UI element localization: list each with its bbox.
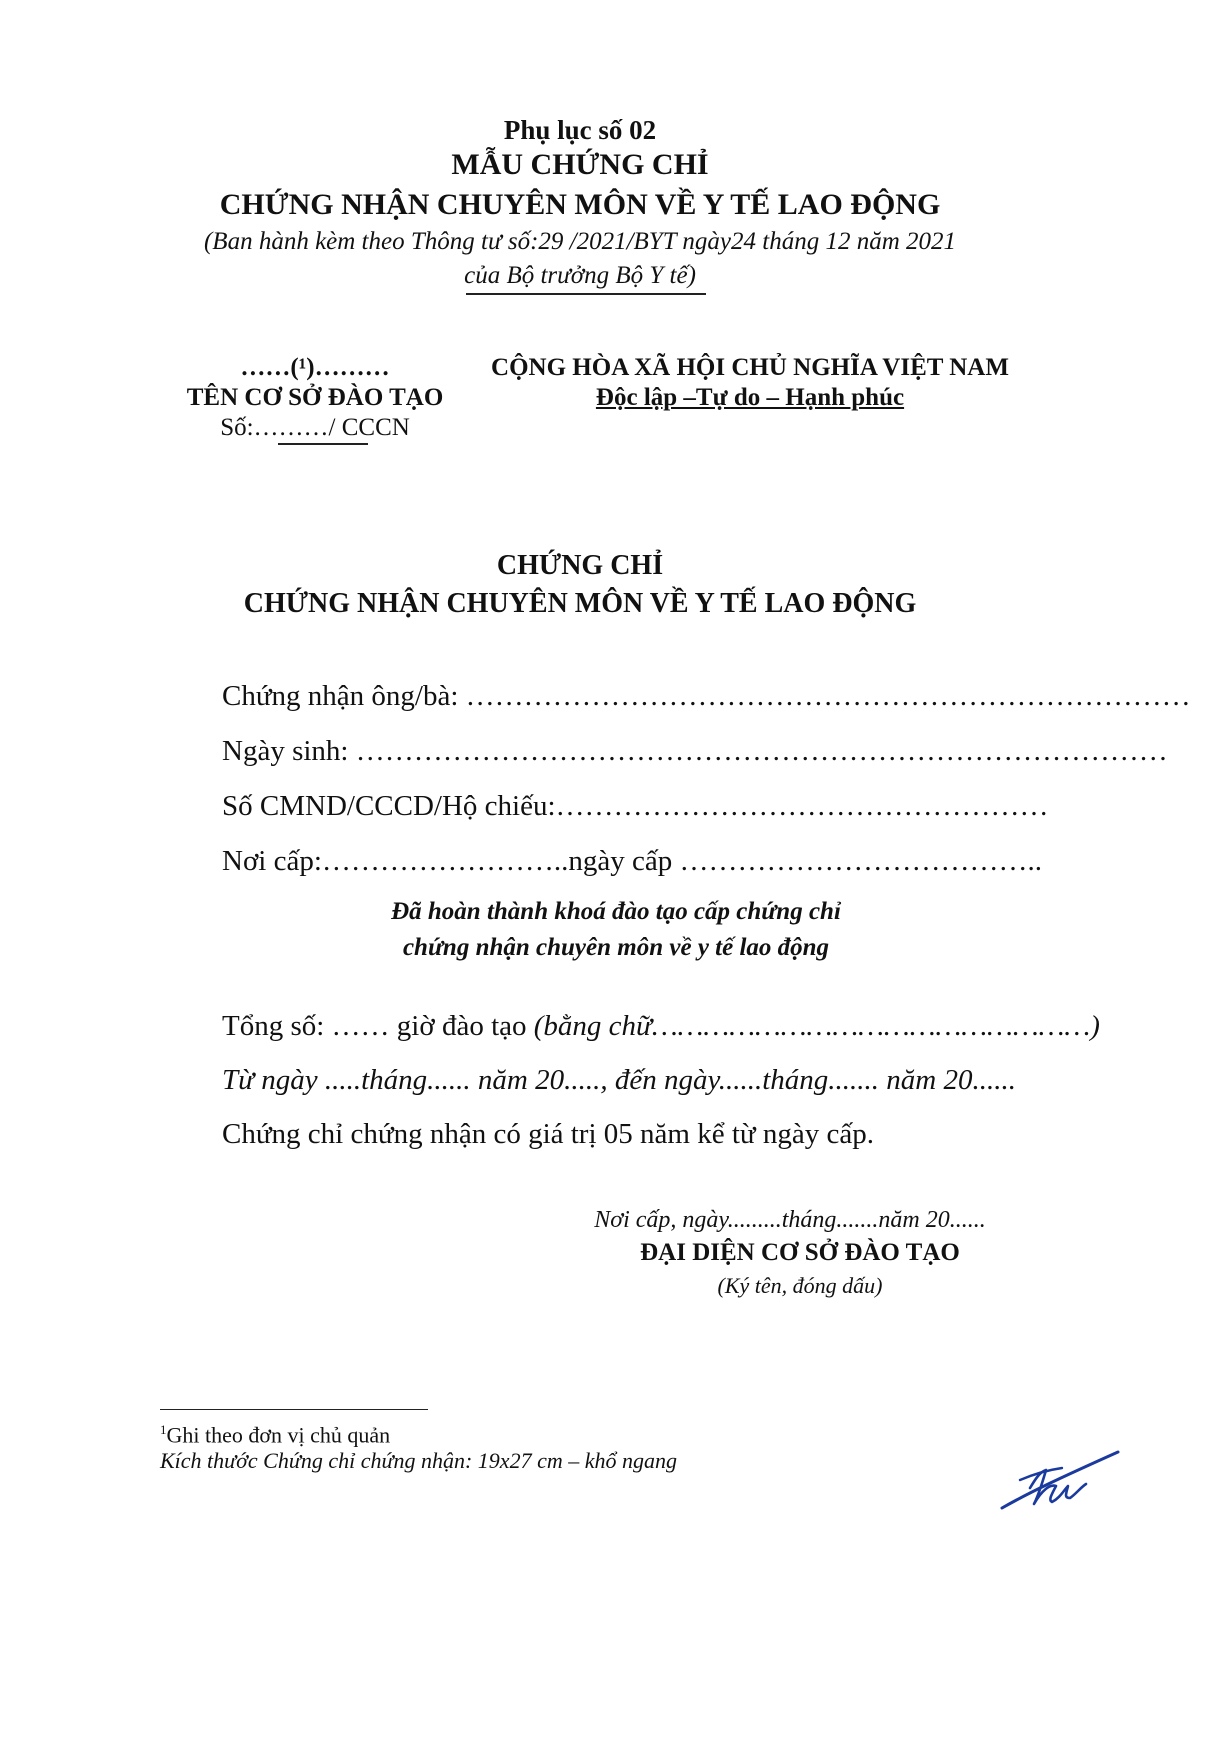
holder-name-field: Chứng nhận ông/bà: ………………………………………………………………… (222, 680, 1191, 712)
training-org-name: TÊN CƠ SỞ ĐÀO TẠO (186, 384, 444, 411)
footnote-marker: 1 (160, 1422, 167, 1437)
size-note: Kích thước Chứng chỉ chứng nhận: 19x27 cm – khổ ngang (160, 1448, 677, 1473)
issuance-authority: của Bộ trưởng Bộ Y tế) (464, 262, 696, 289)
total-hours-prefix: Tổng số: …… giờ đào tạo (222, 1010, 534, 1042)
form-title: MẪU CHỨNG CHỈ (451, 148, 709, 181)
total-hours-in-words: (bằng chữ……………………………………………) (533, 1010, 1100, 1042)
certificate-subtitle: CHỨNG NHẬN CHUYÊN MÔN VỀ Y TẾ LAO ĐỘNG (243, 588, 917, 619)
national-title: CỘNG HÒA XÃ HỘI CHỦ NGHĨA VIỆT NAM (491, 354, 1009, 381)
appendix-label: Phụ lục số 02 (503, 115, 657, 145)
total-hours-field (222, 1010, 1100, 1043)
header-divider (466, 293, 706, 295)
validity-statement: Chứng chỉ chứng nhận có giá trị 05 năm kể từ ngày cấp. (222, 1118, 874, 1150)
parent-unit-line: ……(¹)……… (240, 354, 390, 381)
certificate-number: Số:………/ CCCN (220, 414, 410, 441)
completion-statement-line1: Đã hoàn thành khoá đào tạo cấp chứng chỉ (391, 898, 841, 925)
id-number-field: Số CMND/CCCD/Hộ chiếu:…………………………………………… (222, 790, 1049, 822)
issue-place-field: Nơi cấp:……………………..ngày cấp ……………………………….. (222, 845, 1043, 877)
national-motto: Độc lập –Tự do – Hạnh phúc (595, 384, 905, 411)
footnote-text: Ghi theo đơn vị chủ quản (166, 1422, 391, 1448)
left-block-divider (278, 443, 368, 445)
training-period-field: Từ ngày .....tháng...... năm 20....., đến ngày......tháng....... năm 20...... (222, 1064, 1016, 1096)
certificate-title: CHỨNG CHỈ (496, 550, 664, 581)
footnote (160, 1422, 390, 1448)
issuance-note: (Ban hành kèm theo Thông tư số:29 /2021/BYT ngày24 tháng 12 năm 2021 (203, 228, 957, 255)
signature-note: (Ký tên, đóng dấu) (717, 1273, 883, 1298)
representative-title: ĐẠI DIỆN CƠ SỞ ĐÀO TẠO (640, 1239, 960, 1266)
form-subtitle: CHỨNG NHẬN CHUYÊN MÔN VỀ Y TẾ LAO ĐỘNG (219, 188, 941, 221)
footnote-divider (160, 1409, 428, 1410)
issue-place-date: Nơi cấp, ngày.........tháng.......năm 20...... (594, 1207, 986, 1233)
completion-statement-line2: chứng nhận chuyên môn về y tế lao động (402, 934, 830, 961)
date-of-birth-field: Ngày sinh: ………………………………………………………………………… (222, 735, 1168, 767)
handwritten-initial (990, 1440, 1130, 1520)
